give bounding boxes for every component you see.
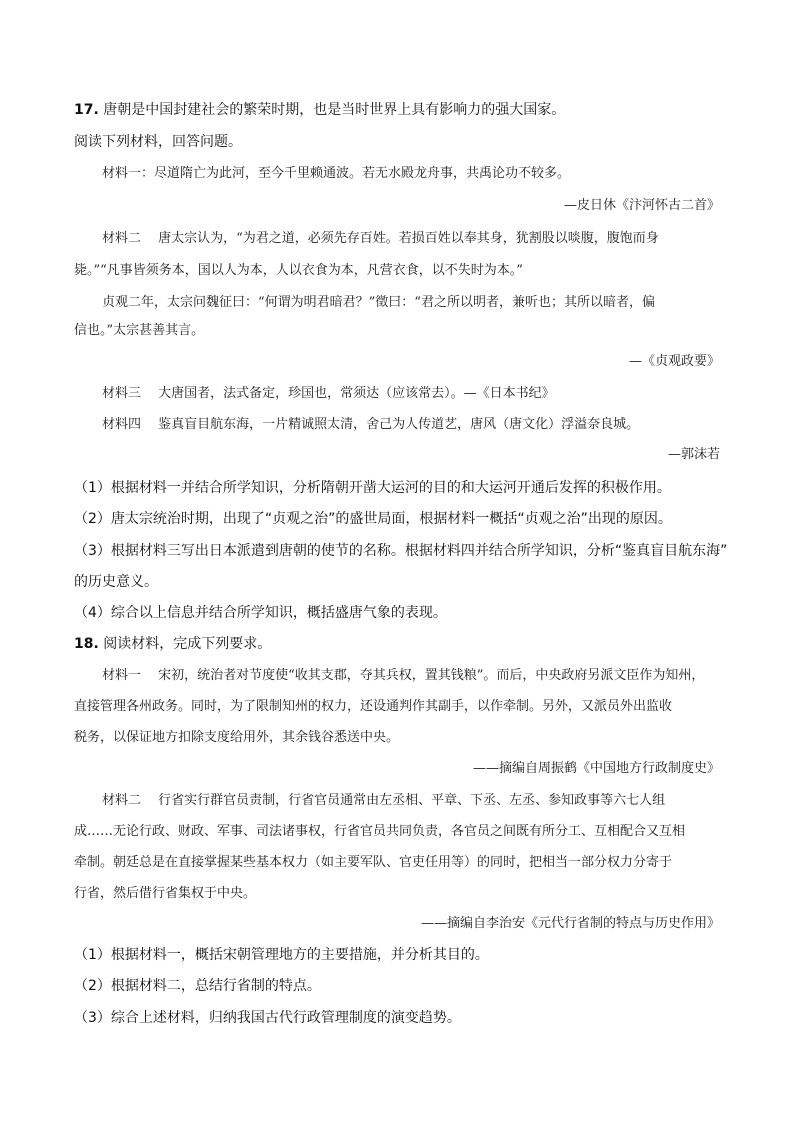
q17-subquestion-1: （1）根据材料一并结合所学知识，分析隋朝开凿大运河的目的和大运河开通后发挥的积极作用。	[74, 480, 671, 496]
question-17-stem-text: 唐朝是中国封建社会的繁荣时期，也是当时世界上具有影响力的强大国家。	[103, 102, 566, 118]
q18-material-2-line-1: 材料二 行省实行群官员责制，行省官员通常由左丞相、平章、下丞、左丞、参知政事等六七人组	[102, 793, 666, 808]
question-17-number: 17.	[74, 102, 99, 118]
question-17-stem	[74, 100, 565, 120]
q18-material-1-line-2: 直接管理各州政务。同时，为了限制知州的权力，还设通判作其副手，以作牵制。另外，又派员外出监收	[74, 699, 673, 714]
q18-subquestion-1: （1）根据材料一，概括宋朝管理地方的主要措施，并分析其目的。	[74, 947, 489, 963]
question-18-number: 18.	[74, 636, 99, 652]
q17-subquestion-3-line-2: 的历史意义。	[74, 574, 158, 590]
q18-material-2-line-4: 行省，然后借行省集权于中央。	[74, 886, 257, 901]
q17-material-2-line-1: 材料二 唐太宗认为，“为君之道，必须先存百姓。若损百姓以奉其身，犹割股以啖腹，腹饱而身	[102, 231, 659, 246]
q17-material-2-line-4: 信也。”太宗甚善其言。	[74, 323, 205, 338]
q18-subquestion-2: （2）根据材料二，总结行省制的特点。	[74, 978, 321, 994]
q17-material-3: 材料三 大唐国者，法式备定，珍国也，常须达（应该常去）。—《日本书纪》	[102, 386, 555, 401]
q17-subquestion-4: （4）综合以上信息并结合所学知识，概括盛唐气象的表现。	[74, 605, 447, 621]
question-18-stem-text: 阅读材料，完成下列要求。	[103, 636, 272, 652]
q17-material-1-source: —皮日休《汴河怀古二首》	[563, 198, 720, 213]
q18-material-2-line-2: 成……无论行政、财政、军事、司法诸事权，行省官员共同负责，各官员之间既有所分工、互相配合又互相	[74, 824, 686, 839]
q17-subquestion-3-line-1: （3）根据材料三写出日本派遣到唐朝的使节的名称。根据材料四并结合所学知识，分析“鉴真盲目航东海”	[74, 543, 728, 559]
q17-material-2-line-2: 毙。”“凡事皆须务本，国以人为本，人以衣食为本，凡营衣食，以不失时为本。”	[74, 263, 523, 278]
q18-material-2-line-3: 牵制。朝廷总是在直接掌握某些基本权力（如主要军队、官吏任用等）的同时，把相当一部分权力分寄于	[74, 855, 673, 870]
question-18-stem	[74, 634, 271, 654]
q17-material-2-line-3: 贞观二年，太宗问魏征曰：“何谓为明君暗君？”徵曰：“君之所以明者，兼听也；其所以暗者，偏	[102, 295, 655, 310]
q18-material-1-line-1: 材料一 宋初，统治者对节度使“收其支郡，夺其兵权，置其钱粮”。而后，中央政府另派文臣作为知州，	[102, 668, 705, 683]
q17-material-4-source: —郭沫若	[667, 447, 720, 462]
q17-subquestion-2: （2）唐太宗统治时期，出现了“贞观之治”的盛世局面，根据材料一概括“贞观之治”出现的原因。	[74, 511, 672, 527]
q18-material-2-source: ——摘编自李治安《元代行省制的特点与历史作用》	[420, 916, 720, 931]
q18-subquestion-3: （3）综合上述材料，归纳我国古代行政管理制度的演变趋势。	[74, 1010, 461, 1026]
question-17-instruction: 阅读下列材料，回答问题。	[74, 134, 242, 150]
q18-material-1-line-3: 税务，以保证地方扣除支度给用外，其余钱谷悉送中央。	[74, 730, 400, 745]
q18-material-1-source: ——摘编自周振鹤《中国地方行政制度史》	[472, 761, 720, 776]
q17-material-1: 材料一：尽道隋亡为此河，至今千里赖通波。若无水殿龙舟事，共禹论功不较多。	[102, 166, 571, 181]
q17-material-2-source: —《贞观政要》	[628, 354, 720, 369]
q17-material-4: 材料四 鉴真盲目航东海，一片精诚照太清，舍己为人传道艺，唐风（唐文化）浮溢奈良城。	[102, 417, 640, 432]
